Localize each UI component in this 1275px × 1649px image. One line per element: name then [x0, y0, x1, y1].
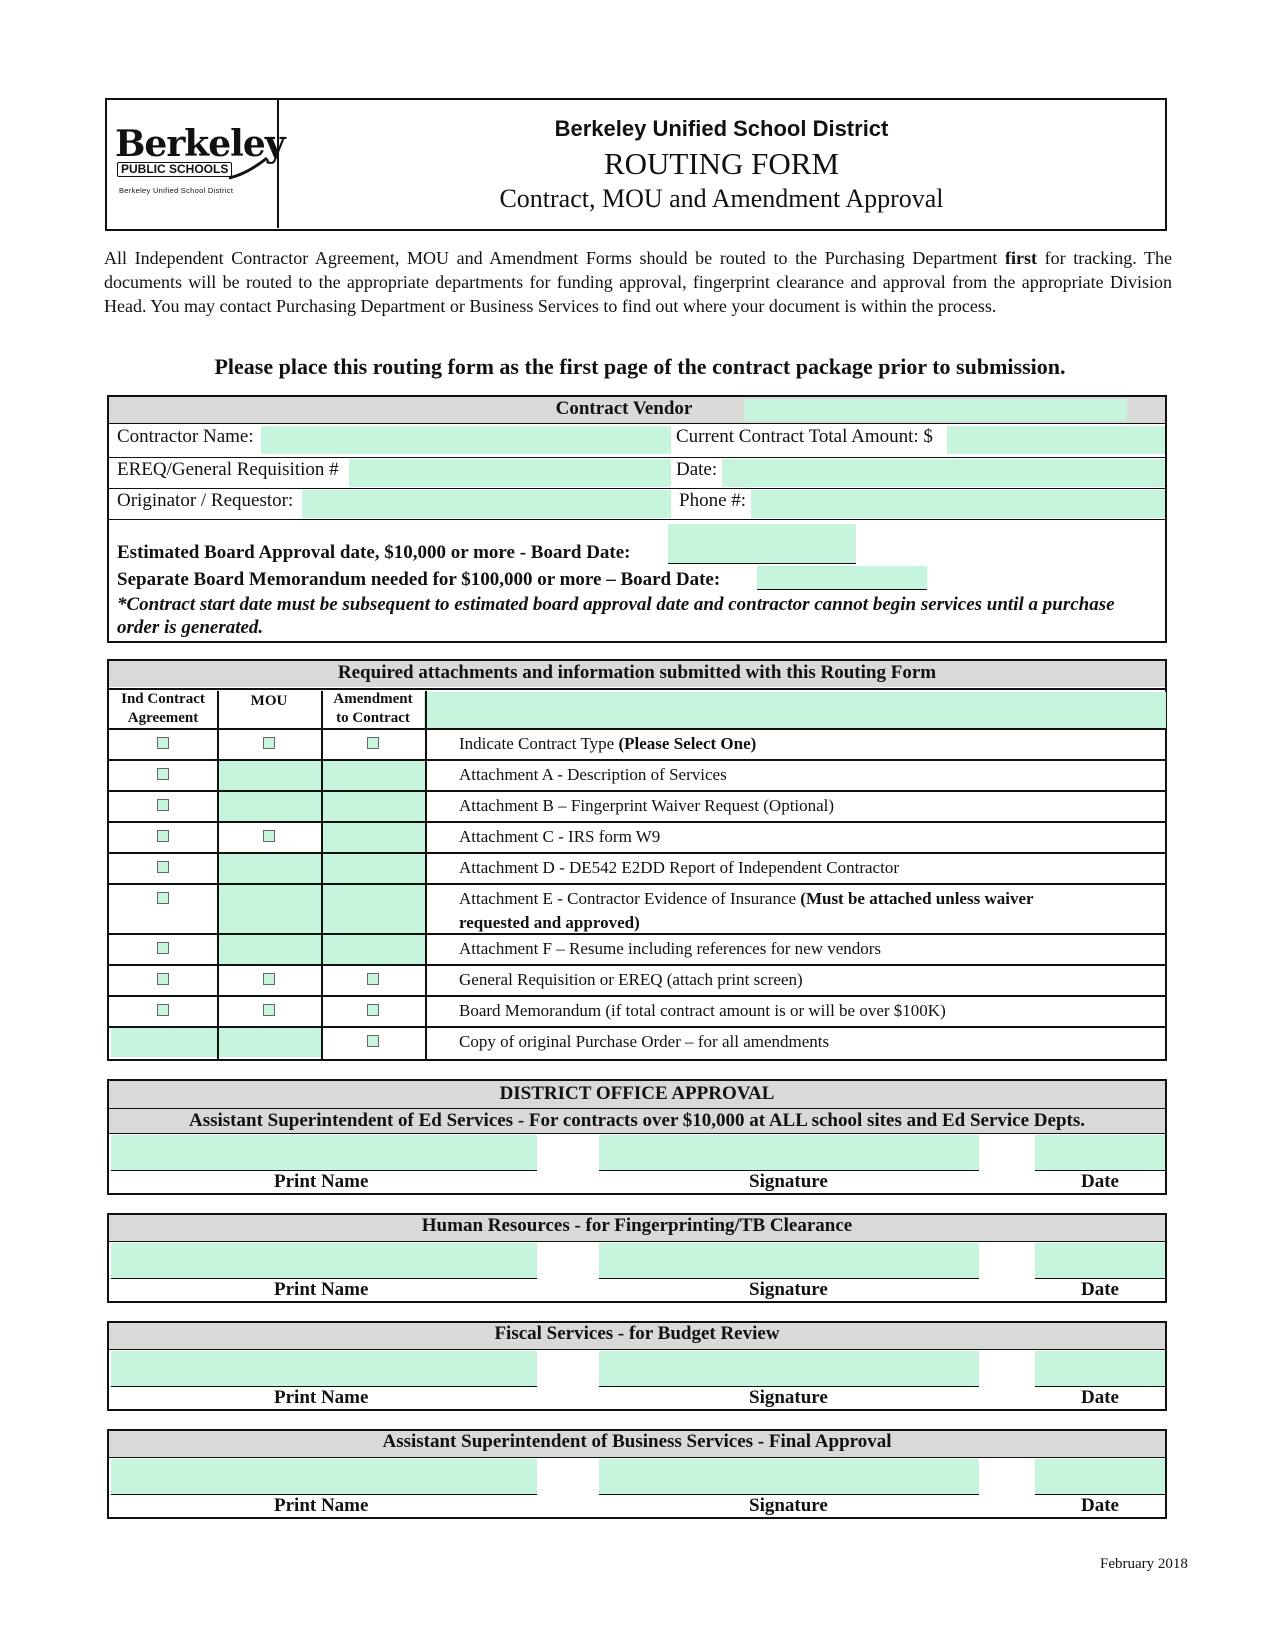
disabled-cell — [219, 885, 321, 933]
attachment-text: General Requisition or EREQ (attach print screen) — [459, 970, 803, 989]
ed-signature-field[interactable] — [599, 1135, 979, 1171]
signature-label: Signature — [749, 1387, 828, 1408]
ed-date-field[interactable] — [1035, 1135, 1165, 1171]
attachment-description — [459, 856, 899, 880]
business-services-approval — [107, 1429, 1167, 1519]
phone-field[interactable] — [751, 490, 1165, 518]
signature-label: Signature — [749, 1495, 828, 1516]
attachment-checkbox[interactable] — [367, 737, 379, 749]
attachment-description — [459, 887, 1034, 935]
divider — [109, 423, 1165, 424]
revision-date: February 2018 — [1100, 1556, 1188, 1572]
print-name-label: Print Name — [274, 1279, 369, 1300]
board-date-label-1: Estimated Board Approval date, $10,000 or more - Board Date: — [117, 542, 631, 563]
attachment-description — [459, 732, 756, 756]
attachment-bold-text: (Must be attached unless waiver — [800, 889, 1034, 908]
attachment-checkbox[interactable] — [157, 768, 169, 780]
col-amend-line2: to Contract — [336, 710, 410, 726]
attachment-description — [459, 999, 946, 1023]
date-label: Date — [1081, 1279, 1119, 1300]
disabled-cell — [323, 792, 425, 821]
date-label: Date — [1081, 1495, 1119, 1516]
fiscal-approval — [107, 1321, 1167, 1411]
current-amount-label: Current Contract Total Amount: $ — [676, 426, 933, 447]
attachment-checkbox[interactable] — [367, 973, 379, 985]
divider — [109, 728, 1165, 730]
divider — [109, 519, 1165, 520]
signature-label: Signature — [749, 1279, 828, 1300]
attachment-description — [459, 794, 834, 818]
contractor-name-label: Contractor Name: — [117, 426, 254, 447]
signature-label: Signature — [749, 1171, 828, 1192]
attachment-checkbox[interactable] — [263, 973, 275, 985]
divider — [109, 1457, 1165, 1458]
col-ind-line2: Agreement — [127, 710, 199, 726]
col-divider — [321, 691, 323, 1059]
board-approval-note: *Contract start date must be subsequent to estimated board approval date and contractor cannot begin services until a purchase order is generated. — [117, 594, 1115, 638]
disabled-cell — [323, 761, 425, 790]
board-date-field-1[interactable] — [668, 524, 856, 564]
attachment-checkbox[interactable] — [263, 737, 275, 749]
vendor-title: Contract Vendor — [555, 398, 693, 419]
intro-bold: first — [1004, 248, 1037, 268]
attachment-description — [459, 763, 727, 787]
business-date-field[interactable] — [1035, 1459, 1165, 1495]
contractor-name-field[interactable] — [261, 426, 671, 454]
disabled-cell — [219, 1028, 321, 1057]
disabled-cell — [219, 935, 321, 964]
divider — [109, 964, 1165, 966]
date-label: Date — [1081, 1171, 1119, 1192]
form-header — [105, 98, 1167, 231]
col-divider — [425, 691, 427, 1059]
district-name: Berkeley Unified School District — [554, 116, 889, 141]
district-office-approval — [107, 1079, 1167, 1195]
logo-tagline: Berkeley Unified School District — [119, 186, 234, 195]
col-ind-line1: Ind Contract — [121, 691, 205, 707]
print-name-label: Print Name — [274, 1171, 369, 1192]
divider — [109, 457, 1165, 458]
hr-approval — [107, 1213, 1167, 1303]
fiscal-print-name-field[interactable] — [111, 1351, 537, 1387]
hr-approval-header: Human Resources - for Fingerprinting/TB Clearance — [109, 1215, 1165, 1241]
disabled-cell — [111, 1028, 217, 1057]
attachment-checkbox[interactable] — [263, 1004, 275, 1016]
business-approval-header: Assistant Superintendent of Business Services - Final Approval — [109, 1431, 1165, 1457]
form-subtitle: Contract, MOU and Amendment Approval — [499, 184, 944, 213]
attachment-text: Attachment A - Description of Services — [459, 765, 727, 784]
divider — [109, 1108, 1165, 1109]
phone-label: Phone #: — [679, 490, 747, 511]
board-date-field-2[interactable] — [757, 566, 927, 590]
district-logo — [107, 100, 285, 228]
divider — [109, 995, 1165, 997]
ereq-label: EREQ/General Requisition # — [117, 459, 339, 480]
form-title: ROUTING FORM — [603, 146, 840, 181]
attachment-checkbox[interactable] — [157, 830, 169, 842]
attachment-text: Board Memorandum (if total contract amount is or will be over $100K) — [459, 1001, 946, 1020]
disabled-cell — [219, 854, 321, 883]
current-amount-field[interactable] — [947, 426, 1165, 454]
business-print-name-field[interactable] — [111, 1459, 537, 1495]
originator-label: Originator / Requestor: — [117, 490, 294, 511]
col-ind-contract — [109, 690, 217, 728]
date-label: Date: — [676, 459, 718, 480]
attachment-text: Attachment F – Resume including references for new vendors — [459, 939, 882, 958]
attachment-checkbox[interactable] — [157, 892, 169, 904]
attachment-text: Indicate Contract Type — [459, 734, 619, 753]
hr-signature-field[interactable] — [599, 1243, 979, 1279]
attachment-checkbox[interactable] — [367, 1004, 379, 1016]
logo-swoosh-icon — [227, 156, 269, 182]
divider — [109, 821, 1165, 823]
divider — [109, 1241, 1165, 1242]
print-name-label: Print Name — [274, 1495, 369, 1516]
submission-notice: Please place this routing form as the first page of the contract package prior to submission. — [214, 354, 1066, 379]
hr-print-name-field[interactable] — [111, 1243, 537, 1279]
fiscal-approval-header: Fiscal Services - for Budget Review — [109, 1323, 1165, 1349]
logo-subtitle: PUBLIC SCHOOLS — [117, 162, 232, 177]
col-divider — [217, 691, 219, 1059]
attachment-checkbox[interactable] — [157, 861, 169, 873]
attachment-text: Attachment E - Contractor Evidence of Insurance — [459, 889, 801, 908]
ed-services-title: Assistant Superintendent of Ed Services - For contracts over $10,000 at ALL school sites and Ed Service Depts. — [189, 1110, 1085, 1131]
attachment-description — [459, 1030, 829, 1054]
attachment-bold-text: requested and approved) — [459, 913, 640, 932]
attachment-checkbox[interactable] — [157, 737, 169, 749]
board-date-label-2: Separate Board Memorandum needed for $100,000 or more – Board Date: — [117, 569, 721, 590]
divider — [109, 1133, 1165, 1134]
disabled-cell — [323, 854, 425, 883]
print-name-label: Print Name — [274, 1387, 369, 1408]
disabled-cell — [323, 885, 425, 933]
attachment-description — [459, 825, 660, 849]
originator-field[interactable] — [302, 490, 671, 518]
fiscal-signature-field[interactable] — [599, 1351, 979, 1387]
intro-paragraph — [104, 246, 1172, 318]
col-amend-line1: Amendment — [333, 691, 413, 707]
district-approval-title: DISTRICT OFFICE APPROVAL — [499, 1083, 775, 1104]
attachment-checkbox[interactable] — [263, 830, 275, 842]
intro-text-1: All Independent Contractor Agreement, MOU and Amendment Forms should be routed to the Purchasing Department — [104, 248, 1005, 268]
attachment-text: Attachment D - DE542 E2DD Report of Independent Contractor — [459, 858, 899, 877]
logo-wordmark: Berkeley — [115, 123, 285, 165]
disabled-cell — [323, 935, 425, 964]
ed-print-name-field[interactable] — [111, 1135, 537, 1171]
attachment-checkbox[interactable] — [157, 1004, 169, 1016]
attachment-checkbox[interactable] — [157, 973, 169, 985]
column-header-fill — [424, 692, 1166, 728]
attachment-text: Attachment C - IRS form W9 — [459, 827, 661, 846]
disabled-cell — [219, 761, 321, 790]
attachment-bold-text: (Please Select One) — [618, 734, 757, 753]
attachment-checkbox[interactable] — [157, 799, 169, 811]
divider — [109, 688, 1165, 690]
hr-date-field[interactable] — [1035, 1243, 1165, 1279]
attachment-text: Attachment B – Fingerprint Waiver Request (Optional) — [459, 796, 835, 815]
intro-text-2: for tracking. The documents will be routed to the appropriate departments for funding approval, fingerprint clearance and approval from the appropriate Division Head. You may contact Purchasing Department or Business Services to find out where your document is within the process. — [104, 248, 1173, 316]
col-mou: MOU — [250, 693, 288, 709]
business-signature-field[interactable] — [599, 1459, 979, 1495]
disabled-cell — [219, 792, 321, 821]
attachment-checkbox[interactable] — [157, 942, 169, 954]
contract-vendor-section — [107, 395, 1167, 643]
ereq-field[interactable] — [349, 459, 671, 487]
divider — [109, 1349, 1165, 1350]
attachments-table — [107, 659, 1167, 1061]
attachment-text: Copy of original Purchase Order – for all amendments — [459, 1032, 830, 1051]
col-amendment — [321, 690, 425, 728]
disabled-cell — [323, 823, 425, 852]
date-field[interactable] — [722, 459, 1165, 487]
attachments-title: Required attachments and information submitted with this Routing Form — [337, 662, 937, 683]
fiscal-date-field[interactable] — [1035, 1351, 1165, 1387]
date-label: Date — [1081, 1387, 1119, 1408]
attachment-checkbox[interactable] — [367, 1035, 379, 1047]
attachment-description — [459, 937, 881, 961]
divider — [109, 488, 1165, 489]
attachment-description — [459, 968, 803, 992]
